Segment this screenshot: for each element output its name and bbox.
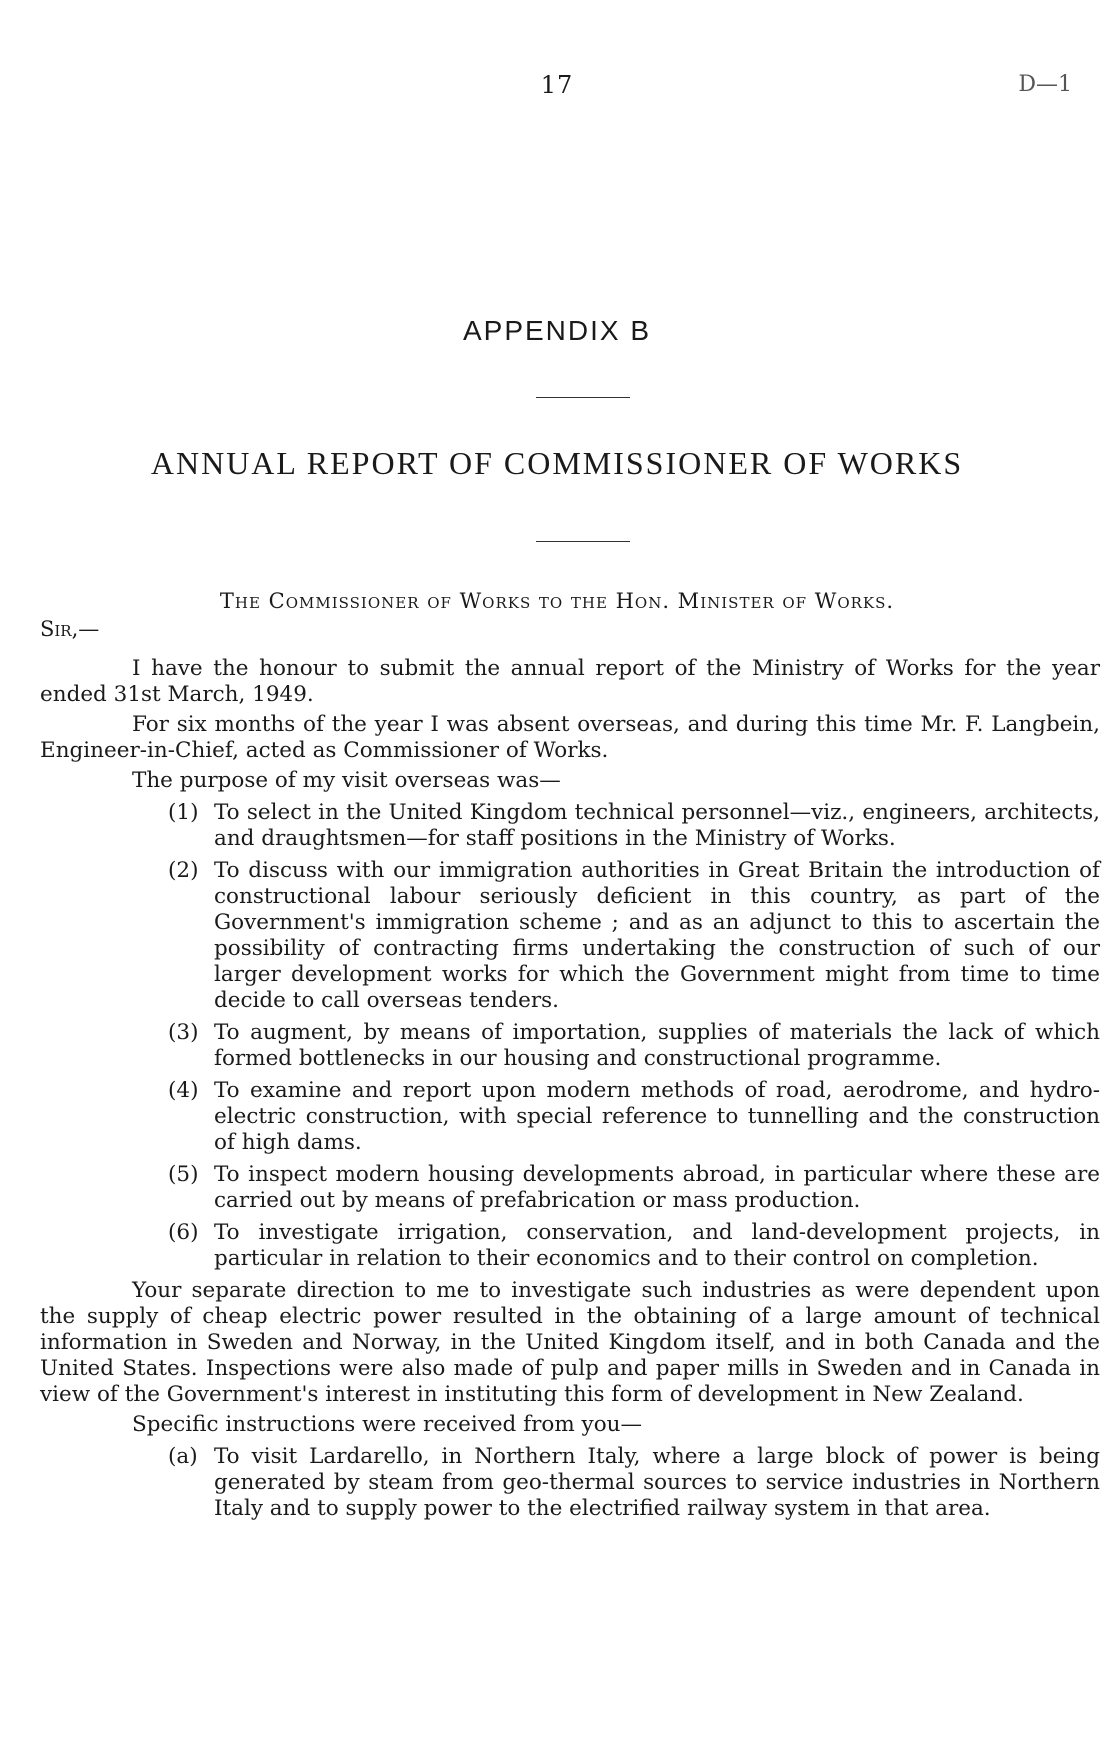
paragraph: Specific instructions were received from you— xyxy=(132,1412,642,1437)
report-title: ANNUAL REPORT OF COMMISSIONER OF WORKS xyxy=(150,445,964,481)
list-number: (3) xyxy=(168,1020,199,1045)
report-body xyxy=(40,656,1100,1528)
list-item xyxy=(40,800,1100,852)
list-number: (5) xyxy=(168,1162,199,1187)
page-number: 17 xyxy=(540,71,574,99)
list-item xyxy=(40,858,1100,1014)
paragraph: For six months of the year I was absent overseas, and during this time Mr. F. Langbein, Engineer-in-Chief, acted as Commissioner of Works. xyxy=(40,712,1100,763)
document-reference: D—1 xyxy=(1018,72,1072,97)
list-text: To discuss with our immigration authorities in Great Britain the introduction of constructional labour seriously deficient in this country, as part of the Government's immigration scheme ; and as an adjunct to this to ascertain the possibility of contracting firms undertaking the construction of such of our larger development works for which the Government might from time to time decide to call overseas tenders. xyxy=(214,858,1100,1013)
list-text: To inspect modern housing developments abroad, in particular where these are carried out by means of prefabrication or mass production. xyxy=(214,1162,1100,1213)
paragraph: Your separate direction to me to investigate such industries as were dependent upon the supply of cheap electric power resulted in the obtaining of a large amount of technical information in Sweden and Norway, in the United Kingdom itself, and in both Canada and the United States. Inspections were also made of pulp and paper mills in Sweden and in Canada in view of the Government's interest in instituting this form of development in New Zealand. xyxy=(40,1278,1100,1407)
appendix-heading: APPENDIX B xyxy=(462,315,652,346)
list-number: (2) xyxy=(168,858,199,883)
list-number: (1) xyxy=(168,800,199,825)
list-text: To investigate irrigation, conservation, and land-development projects, in particular in relation to their economics and to their control on completion. xyxy=(214,1220,1100,1271)
list-item xyxy=(40,1162,1100,1214)
list-item xyxy=(40,1020,1100,1072)
list-number: (6) xyxy=(168,1220,199,1245)
list-number: (a) xyxy=(168,1444,198,1469)
divider-rule xyxy=(536,541,630,542)
list-number: (4) xyxy=(168,1078,199,1103)
paragraph: I have the honour to submit the annual report of the Ministry of Works for the year ended 31st March, 1949. xyxy=(40,656,1100,707)
divider-rule xyxy=(536,397,630,398)
paragraph: The purpose of my visit overseas was— xyxy=(132,768,561,793)
salutation: Sir,— xyxy=(40,617,100,641)
list-item xyxy=(40,1078,1100,1156)
list-item xyxy=(40,1444,1100,1522)
addressee-line: The Commissioner of Works to the Hon. Minister of Works. xyxy=(219,589,895,613)
list-text: To augment, by means of importation, supplies of materials the lack of which formed bottlenecks in our housing and constructional programme. xyxy=(214,1020,1100,1071)
list-text: To examine and report upon modern methods of road, aerodrome, and hydro-electric construction, with special reference to tunnelling and the construction of high dams. xyxy=(214,1078,1100,1155)
list-text: To select in the United Kingdom technical personnel—viz., engineers, architects, and draughtsmen—for staff positions in the Ministry of Works. xyxy=(214,800,1100,851)
list-item xyxy=(40,1220,1100,1272)
list-text: To visit Lardarello, in Northern Italy, where a large block of power is being generated by steam from geo-thermal sources to service industries in Northern Italy and to supply power to the electrified railway system in that area. xyxy=(214,1444,1100,1521)
